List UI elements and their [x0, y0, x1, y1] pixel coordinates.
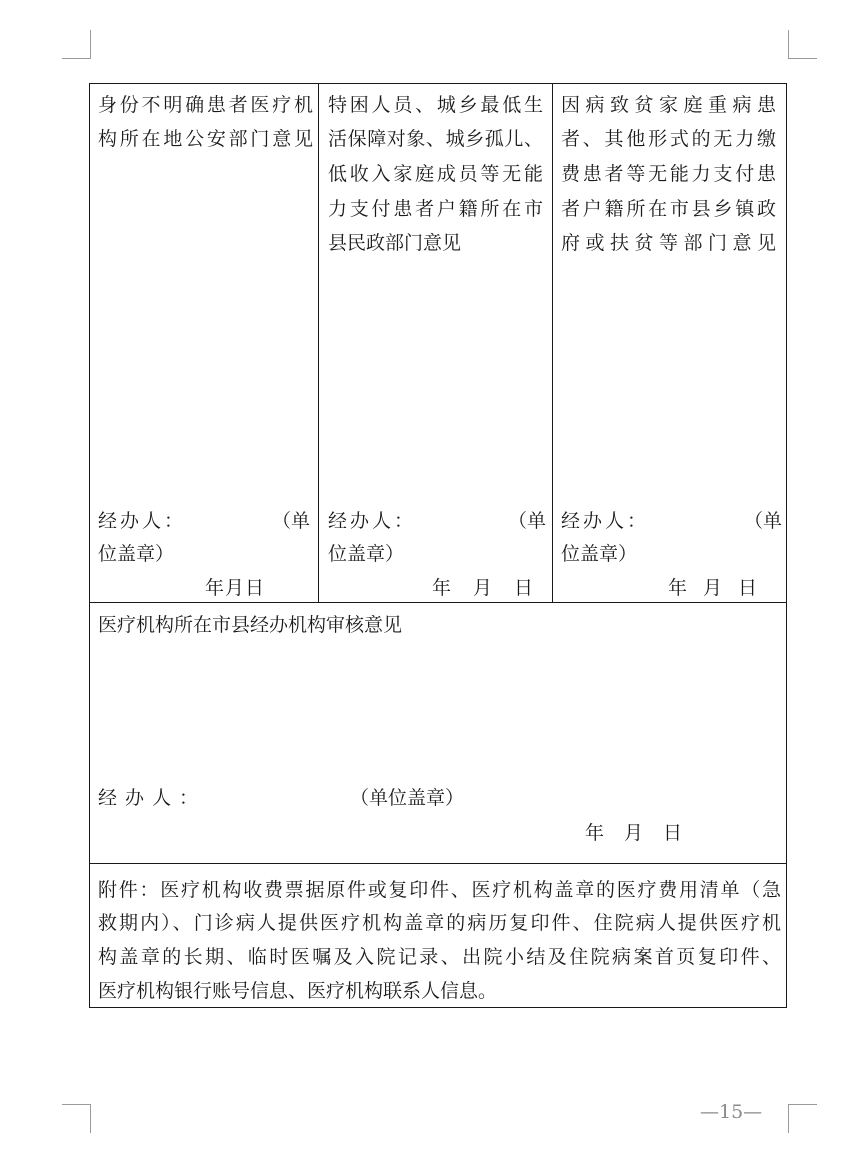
- review-heading: 医疗机构所在市县经办机构审核意见: [98, 614, 403, 636]
- seal-label-part2: 位盖章）: [98, 543, 175, 565]
- cell-heading-line: 身份不明确患者医疗机: [98, 94, 313, 116]
- attachment-line: 救期内）、门诊病人提供医疗机构盖章的病历复印件、住院病人提供医疗机: [98, 912, 781, 934]
- date-label: 年月日: [205, 577, 266, 599]
- cell-heading-line: 因病致贫家庭重病患: [561, 94, 776, 116]
- handler-label: 经办人：: [328, 510, 417, 532]
- crop-mark-bottom-left: [62, 1104, 91, 1133]
- cell-heading-line: 者、其他形式的无力缴: [561, 128, 776, 150]
- attachment-line: 医疗机构银行账号信息、医疗机构联系人信息。: [98, 980, 498, 1002]
- cell-heading-line: 费患者等无能力支付患: [561, 163, 776, 185]
- row-divider-2: [90, 863, 786, 864]
- seal-label-part2: 位盖章）: [328, 543, 405, 565]
- seal-label: （单位盖章）: [350, 787, 465, 809]
- cell-heading-line: 县民政部门意见: [328, 232, 462, 254]
- crop-mark-bottom-right: [788, 1104, 817, 1133]
- date-label: 年月日: [432, 577, 556, 599]
- handler-label: 经办人：: [561, 510, 650, 532]
- cell-heading-line: 构所在地公安部门意见: [98, 128, 313, 150]
- attachment-line: 构盖章的长期、临时医嘱及入院记录、出院小结及住院病案首页复印件、: [98, 946, 781, 968]
- seal-label-part1: （单: [508, 510, 547, 532]
- crop-mark-top-right: [788, 30, 817, 59]
- crop-mark-top-left: [62, 30, 91, 59]
- cell-heading-line: 活保障对象、城乡孤儿、: [328, 128, 543, 150]
- column-divider-2: [552, 84, 553, 602]
- date-label: 年月日: [668, 577, 774, 599]
- cell-heading-line: 府或扶贫等部门意见: [561, 232, 776, 254]
- seal-label-part1: （单: [744, 510, 783, 532]
- cell-heading-line: 者户籍所在市县乡镇政: [561, 198, 776, 220]
- handler-label: 经办人：: [98, 787, 207, 809]
- cell-heading-line: 特困人员、城乡最低生: [328, 94, 543, 116]
- handler-label: 经办人：: [98, 510, 187, 532]
- date-label: 年月日: [585, 822, 703, 844]
- seal-label-part2: 位盖章）: [561, 543, 638, 565]
- cell-heading-line: 力支付患者户籍所在市: [328, 198, 543, 220]
- page-number: —15—: [700, 1101, 763, 1123]
- cell-heading-line: 低收入家庭成员等无能: [328, 163, 543, 185]
- seal-label-part1: （单: [272, 510, 311, 532]
- attachment-line: 附件：医疗机构收费票据原件或复印件、医疗机构盖章的医疗费用清单（急: [98, 879, 781, 901]
- column-divider-1: [318, 84, 319, 602]
